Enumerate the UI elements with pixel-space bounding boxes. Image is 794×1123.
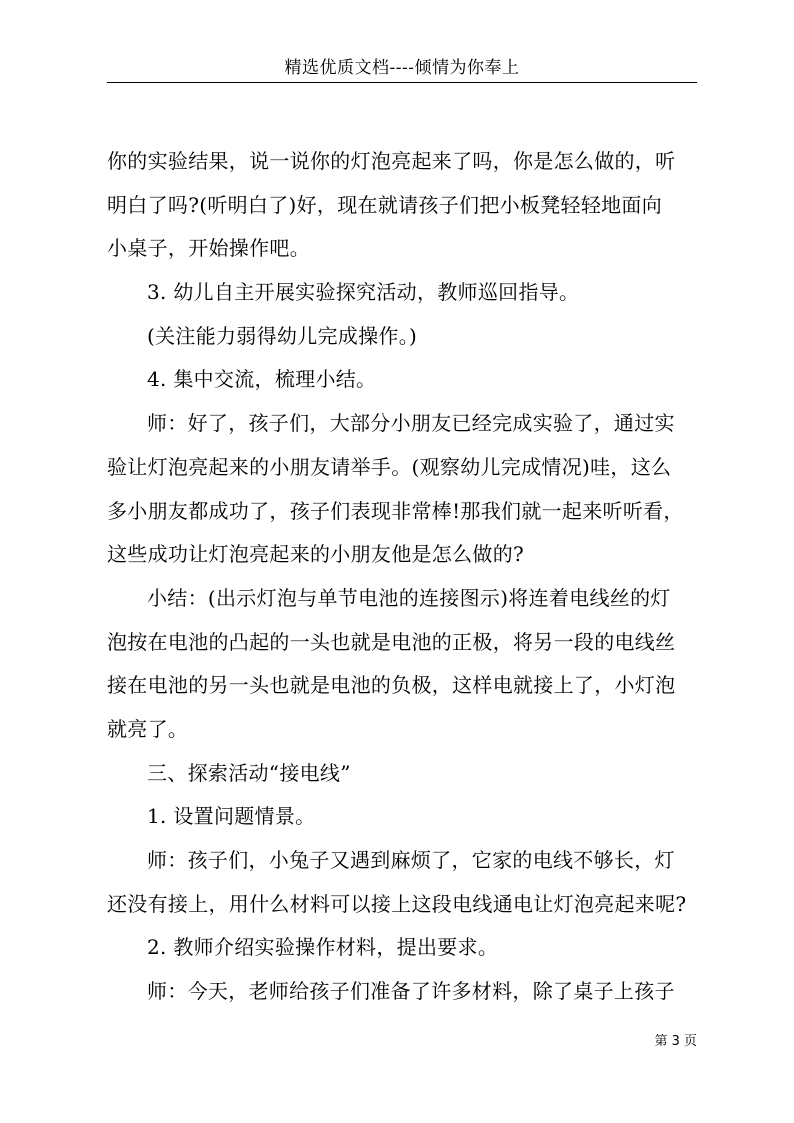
document-body — [107, 140, 707, 1014]
text-line: 还没有接上，用什么材料可以接上这段电线通电让灯泡亮起来呢? — [107, 891, 687, 916]
text-line: 这些成功让灯泡亮起来的小朋友他是怎么做的? — [107, 542, 525, 567]
text-line: (关注能力弱得幼儿完成操作。) — [147, 323, 418, 348]
page-header: 精选优质文档----倾情为你奉上 — [284, 58, 520, 78]
text-line: 小桌子，开始操作吧。 — [107, 236, 310, 261]
text-line: 1. 设置问题情景。 — [147, 804, 316, 829]
text-line: 小结：(出示灯泡与单节电池的连接图示)将连着电线丝的灯 — [147, 585, 671, 610]
header-divider — [107, 82, 697, 83]
text-line: 3. 幼儿自主开展实验探究活动，教师巡回指导。 — [147, 280, 580, 305]
text-line: 验让灯泡亮起来的小朋友请举手。(观察幼儿完成情况)哇，这么 — [107, 454, 672, 479]
text-line: 你的实验结果，说一说你的灯泡亮起来了吗，你是怎么做的，听 — [107, 149, 676, 173]
text-line: 2. 教师介绍实验操作材料，提出要求。 — [147, 935, 499, 960]
text-line: 就亮了。 — [107, 716, 189, 741]
section-heading: 三、探索活动“接电线” — [147, 760, 351, 785]
text-line: 泡按在电池的凸起的一头也就是电池的正极，将另一段的电线丝 — [107, 629, 676, 654]
text-line: 师：今天，老师给孩子们准备了许多材料，除了桌子上孩子 — [147, 979, 675, 1004]
text-line: 师：孩子们，小兔子又遇到麻烦了，它家的电线不够长，灯 — [147, 848, 675, 872]
text-line: 师：好了，孩子们，大部分小朋友已经完成实验了，通过实 — [147, 411, 675, 436]
text-line: 明白了吗?(听明白了)好，现在就请孩子们把小板凳轻轻地面向 — [107, 192, 663, 217]
page-number: 第 3 页 — [654, 1034, 697, 1049]
text-line: 多小朋友都成功了，孩子们表现非常棒!那我们就一起来听听看， — [107, 498, 684, 523]
text-line: 接在电池的另一头也就是电池的负极，这样电就接上了，小灯泡 — [107, 673, 676, 698]
text-line: 4. 集中交流，梳理小结。 — [147, 367, 377, 392]
